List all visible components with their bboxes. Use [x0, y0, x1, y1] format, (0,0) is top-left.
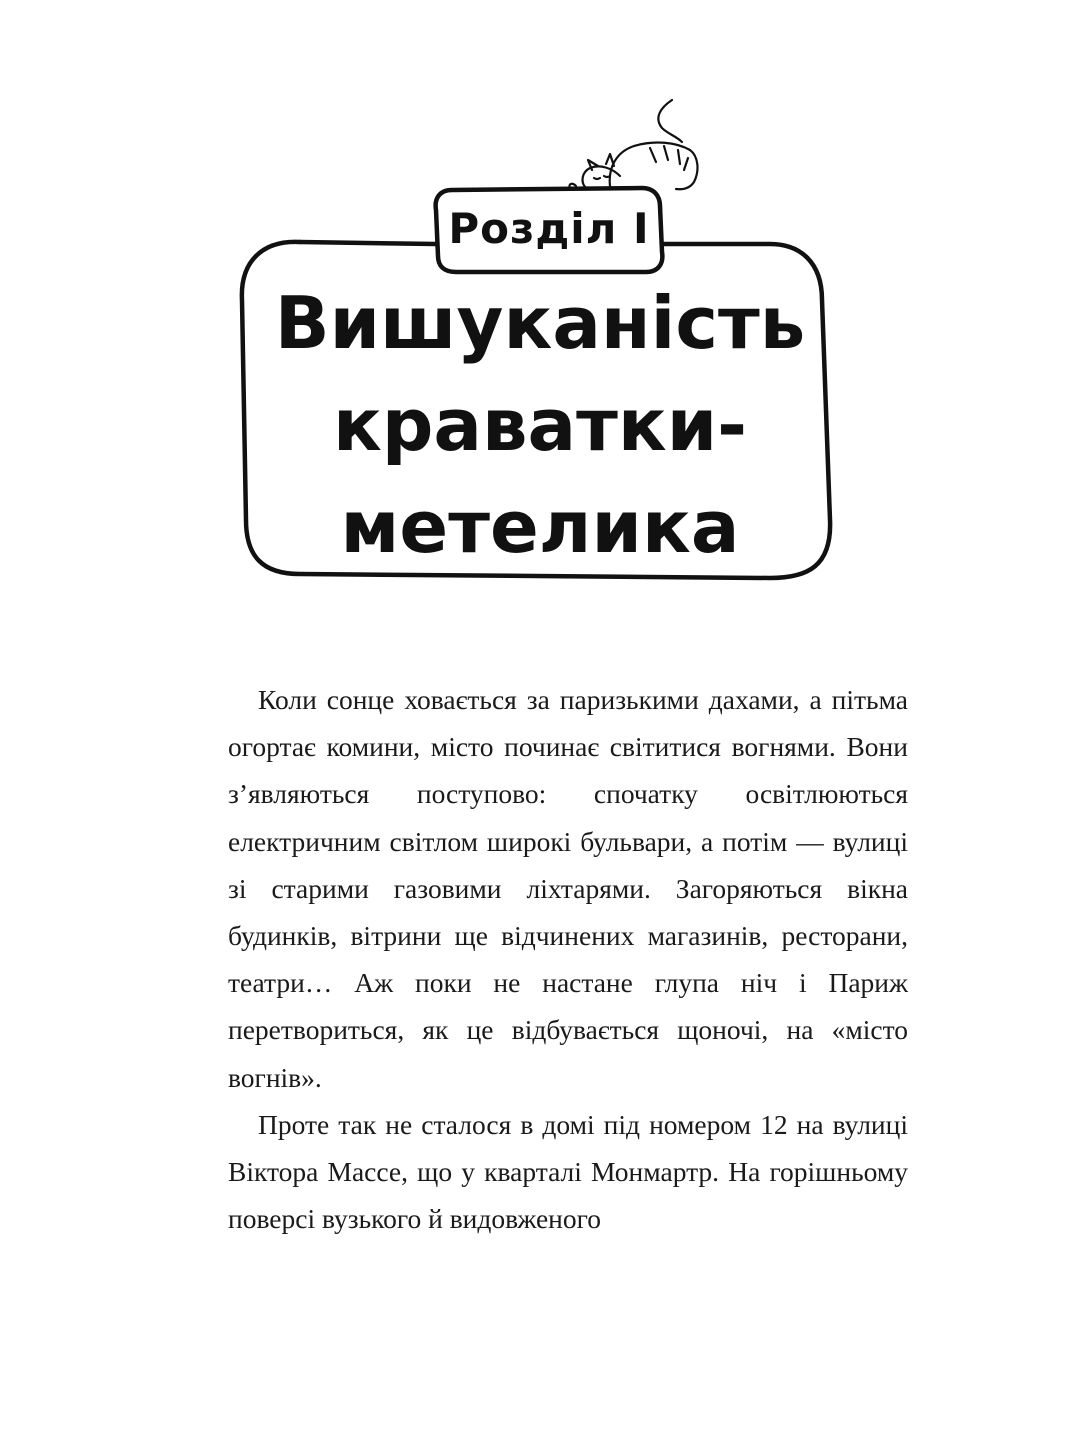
chapter-title: [250, 272, 830, 578]
paragraph: Проте так не сталося в домі під номером 12 на вулиці Віктора Массе, що у кварталі Монмартр. На горішньому поверсі вузького й видовженого: [228, 1108, 908, 1235]
body-text: [228, 676, 908, 1242]
paragraph: Коли сонце ховається за паризькими дахами, а пітьма огортає комини, місто починає світитися вогнями. Вони з’являються поступово: спочатку освітлюються електричним світлом широкі бульвари, а потім — вулиці зі старими газовими ліхтарями. Загоряються вікна будинків, вітрини ще відчинених магазинів, ресторани, театри… Аж поки не настане глупа ніч і Париж перетвориться, як це відбувається щоночі, на «місто вогнів».: [228, 684, 908, 1093]
cat-illustration: [569, 100, 697, 189]
chapter-label: Розділ I: [448, 203, 650, 253]
chapter-title-line-2: краватки-: [332, 383, 748, 467]
title-frame-left-join: [300, 242, 436, 244]
chapter-title-line-3: метелика: [340, 485, 740, 569]
chapter-title-line-1: Вишуканість: [274, 281, 806, 365]
